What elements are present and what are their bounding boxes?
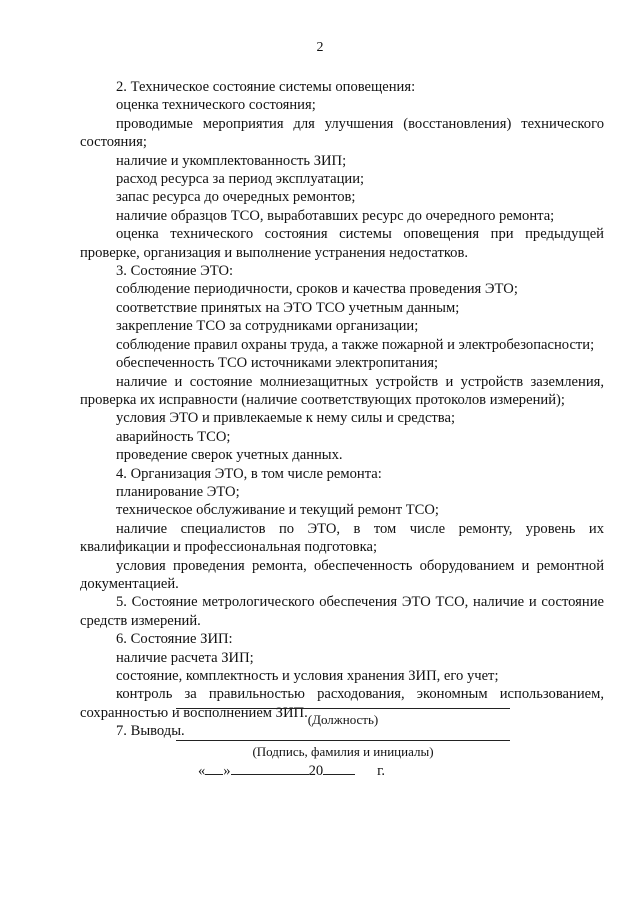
list-item: расход ресурса за период эксплуатации; [116, 171, 365, 188]
date-open-quote: « [198, 763, 206, 779]
list-item: условия проведения ремонта, обеспеченность оборудованием и ремонтной документацией. [80, 557, 604, 592]
day-blank [205, 760, 223, 775]
list-item: контроль за правильностью расходования, экономным использованием, сохранностью и восполнением ЗИП. [80, 686, 604, 721]
year-prefix: 20 [308, 763, 324, 779]
section-heading-2: 2. Техническое состояние системы оповещения: [116, 79, 416, 95]
list-item: наличие и укомплектованность ЗИП; [116, 152, 347, 169]
list-item: соблюдение правил охраны труда, а также пожарной и электробезопасности; [116, 336, 595, 353]
date-close-quote: » [223, 763, 231, 779]
list-item: аварийность ТСО; [116, 428, 231, 445]
section-heading-4: 4. Организация ЭТО, в том числе ремонта: [116, 465, 382, 482]
section-heading-7: 7. Выводы. [116, 723, 185, 740]
list-item: соблюдение периодичности, сроков и качества проведения ЭТО; [116, 281, 518, 298]
page-number: 2 [316, 40, 324, 55]
list-item: наличие расчета ЗИП; [116, 649, 254, 666]
list-item: обеспеченность ТСО источниками электропитания; [116, 355, 439, 372]
date-line [198, 760, 385, 780]
section-heading-6: 6. Состояние ЗИП: [116, 631, 233, 648]
list-item: планирование ЭТО; [116, 483, 240, 500]
section-heading-3: 3. Состояние ЭТО: [116, 263, 234, 280]
list-item: условия ЭТО и привлекаемые к нему силы и средства; [116, 410, 456, 427]
list-item: наличие специалистов по ЭТО, в том числе ремонту, уровень их квалификации и профессиональная подготовка; [80, 520, 604, 556]
position-signature-line [176, 708, 510, 728]
name-signature-line [176, 740, 510, 760]
list-item: проведение сверок учетных данных. [116, 447, 343, 464]
name-caption: (Подпись, фамилия и инициалы) [252, 744, 434, 759]
list-item: наличие и состояние молниезащитных устройств и устройств заземления, проверка их исправности (наличие соответствующих протоколов измерений); [80, 373, 604, 408]
list-item: наличие образцов ТСО, выработавших ресурс до очередного ремонта; [116, 207, 555, 224]
list-item: оценка технического состояния системы оповещения при предыдущей проверке, организация и выполнение устранения недостатков. [80, 226, 604, 261]
section-heading-5: 5. Состояние метрологического обеспечения ЭТО ТСО, наличие и состояние средств измерений. [80, 594, 604, 629]
year-suffix: г. [377, 763, 386, 779]
list-item: запас ресурса до очередных ремонтов; [116, 189, 356, 206]
document-body [80, 78, 604, 741]
list-item: закрепление ТСО за сотрудниками организации; [116, 318, 419, 335]
list-item: соответствие принятых на ЭТО ТСО учетным данным; [116, 299, 460, 316]
list-item: оценка технического состояния; [116, 97, 316, 114]
list-item: техническое обслуживание и текущий ремонт ТСО; [116, 502, 439, 519]
list-item: проводимые мероприятия для улучшения (восстановления) технического состояния; [80, 115, 604, 151]
month-blank [231, 760, 309, 775]
position-caption: (Должность) [307, 712, 379, 727]
year-blank [323, 760, 355, 775]
list-item: состояние, комплектность и условия хранения ЗИП, его учет; [116, 668, 499, 684]
